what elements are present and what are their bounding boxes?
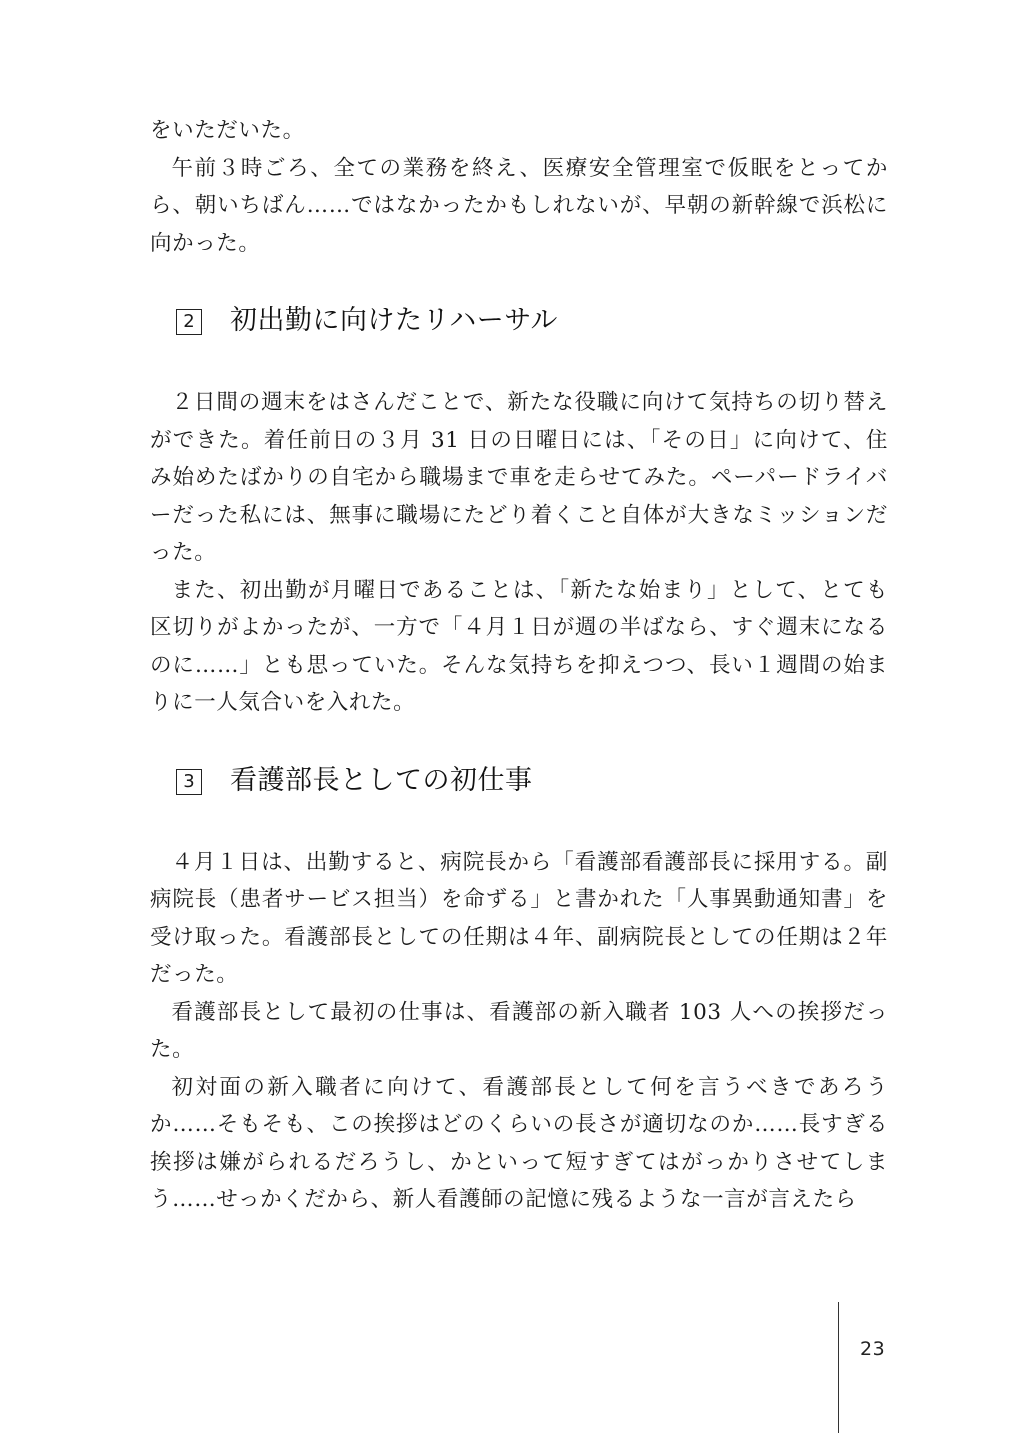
page-number: 23 xyxy=(860,1338,886,1360)
footer-divider xyxy=(838,1302,839,1433)
section-heading xyxy=(150,762,888,804)
body-paragraph: をいただいた。 xyxy=(150,118,305,143)
section-number: 2 xyxy=(176,309,202,335)
body-paragraph: ４月１日は、出勤すると、病院長から「看護部看護部長に採用する。副病院長（患者サービス担当）を命ずる」と書かれた「人事異動通知書」を受け取った。看護部長としての任期は４年、副病院長としての任期は２年だった。 xyxy=(150,849,889,987)
body-paragraph: 初対面の新入職者に向けて、看護部長として何を言うべきであろうか……そもそも、この挨拶はどのくらいの長さが適切なのか……長すぎる挨拶は嫌がられるだろうし、かといって短すぎてはがっかりさせてしまう……せっかくだから、新人看護師の記憶に残るような一言が言えたら xyxy=(150,1074,888,1212)
body-paragraph: 午前３時ごろ、全ての業務を終え、医療安全管理室で仮眠をとってから、朝いちばん……ではなかったかもしれないが、早朝の新幹線で浜松に向かった。 xyxy=(150,155,888,256)
body-paragraph: 看護部長として最初の仕事は、看護部の新入職者 103 人への挨拶だった。 xyxy=(150,999,888,1062)
body-paragraph: また、初出勤が月曜日であることは、「新たな始まり」として、とても区切りがよかったが、一方で「４月１日が週の半ばなら、すぐ週末になるのに……」とも思っていた。そんな気持ちを抑えつつ、長い１週間の始まりに一人気合いを入れた。 xyxy=(150,577,888,715)
section-number: 3 xyxy=(176,769,202,795)
section-title: 初出勤に向けたリハーサル xyxy=(230,305,558,336)
section-title: 看護部長としての初仕事 xyxy=(230,764,533,796)
page-body xyxy=(150,112,888,1219)
body-paragraph: ２日間の週末をはさんだことで、新たな役職に向けて気持ちの切り替えができた。着任前日の３月 31 日の日曜日には、「その日」に向けて、住み始めたばかりの自宅から職場まで車を走らせてみた。ペーパードライバーだった私には、無事に職場にたどり着くこと自体が大きなミッションだった。 xyxy=(150,390,888,565)
section-heading xyxy=(150,302,888,344)
